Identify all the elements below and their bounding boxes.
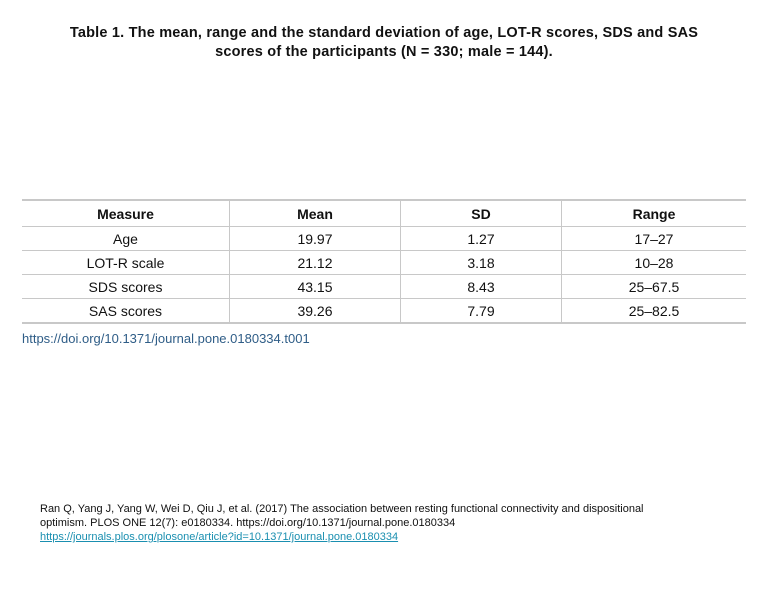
- cell-sd: 1.27: [401, 227, 562, 251]
- table-title: [40, 24, 728, 62]
- citation-line-2: optimism. PLOS ONE 12(7): e0180334. https://doi.org/10.1371/journal.pone.0180334: [40, 517, 456, 529]
- cell-sd: 8.43: [401, 275, 562, 299]
- table-row: [22, 299, 746, 324]
- table-doi-link[interactable]: https://doi.org/10.1371/journal.pone.0180334.t001: [22, 331, 310, 346]
- table-row: [22, 251, 746, 275]
- header-mean: Mean: [230, 200, 401, 227]
- cell-sd: 3.18: [401, 251, 562, 275]
- cell-mean: 43.15: [230, 275, 401, 299]
- cell-mean: 19.97: [230, 227, 401, 251]
- cell-measure: LOT-R scale: [22, 251, 230, 275]
- article-link[interactable]: https://journals.plos.org/plosone/article?id=10.1371/journal.pone.0180334: [40, 531, 399, 543]
- cell-mean: 39.26: [230, 299, 401, 324]
- table-row: [22, 275, 746, 299]
- cell-measure: Age: [22, 227, 230, 251]
- cell-range: 25–67.5: [562, 275, 747, 299]
- cell-mean: 21.12: [230, 251, 401, 275]
- header-row: [22, 200, 746, 227]
- header-measure: Measure: [22, 200, 230, 227]
- cell-measure: SAS scores: [22, 299, 230, 324]
- cell-range: 25–82.5: [562, 299, 747, 324]
- cell-range: 17–27: [562, 227, 747, 251]
- table-row: [22, 227, 746, 251]
- cell-sd: 7.79: [401, 299, 562, 324]
- header-sd: SD: [401, 200, 562, 227]
- citation-line-1: Ran Q, Yang J, Yang W, Wei D, Qiu J, et al. (2017) The association between resting functional connectivity and dispositional: [40, 503, 644, 515]
- citation: [40, 502, 730, 544]
- header-range: Range: [562, 200, 747, 227]
- table-title-line-1: Table 1. The mean, range and the standard deviation of age, LOT-R scores, SDS and SAS: [69, 25, 699, 41]
- table-title-line-2: scores of the participants (N = 330; male = 144).: [215, 44, 553, 60]
- data-table: [22, 199, 746, 324]
- cell-range: 10–28: [562, 251, 747, 275]
- cell-measure: SDS scores: [22, 275, 230, 299]
